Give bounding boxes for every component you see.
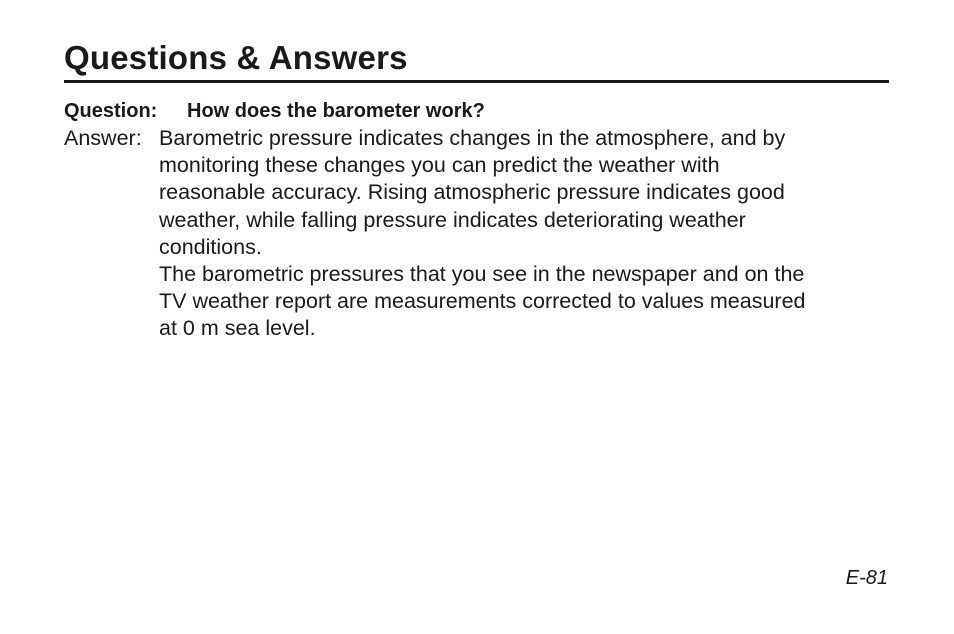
answer-body — [159, 125, 899, 343]
answer-line: at 0 m sea level. — [159, 316, 316, 341]
answer-line: TV weather report are measurements corrected to values measured — [159, 289, 806, 314]
question — [64, 98, 485, 124]
answer-line: monitoring these changes you can predict the weather with — [159, 153, 720, 178]
answer-line: reasonable accuracy. Rising atmospheric pressure indicates good — [159, 180, 785, 205]
answer-line: The barometric pressures that you see in the newspaper and on the — [159, 262, 805, 287]
page-number: E-81 — [845, 567, 888, 589]
answer-line: conditions. — [159, 234, 262, 259]
title-divider — [64, 80, 889, 83]
answer-line: weather, while falling pressure indicates deteriorating weather — [159, 207, 746, 232]
answer-label: Answer: — [64, 126, 142, 150]
answer-line: Barometric pressure indicates changes in the atmosphere, and by — [159, 126, 786, 150]
question-text: How does the barometer work? — [187, 100, 485, 122]
question-label: Question: — [64, 100, 158, 122]
page-title: Questions & Answers — [64, 39, 408, 76]
